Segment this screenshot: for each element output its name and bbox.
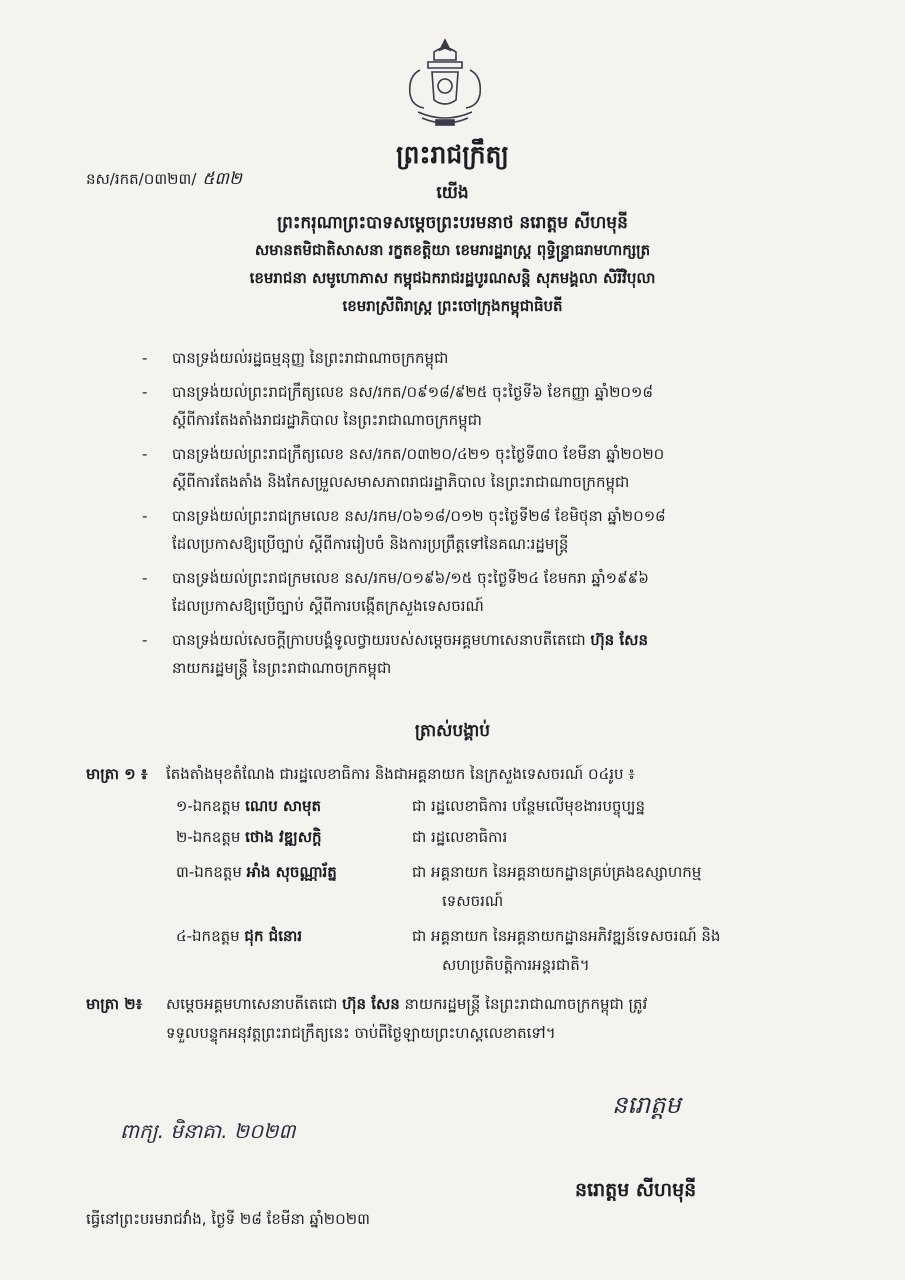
appointee-name [176, 823, 412, 852]
article-2-text-cont: នាយករដ្ឋមន្ត្រី នៃព្រះរាជាណាចក្រកម្ពុជា ត្រូវ [404, 995, 648, 1013]
handwritten-signature: នរោត្តម [612, 1091, 681, 1119]
appointee-prefix: ៤-ឯកឧត្តម [176, 927, 240, 945]
bullet-dash: - [142, 349, 148, 367]
place-and-date: ធ្វើនៅព្រះបរមរាជវាំង, ថ្ងៃទី ២៨ ខែមីនា ឆ្នាំ២០២៣ [86, 1210, 370, 1228]
appointee-name [176, 858, 412, 887]
appointee-role-line: ជា រដ្ឋលេខាធិការ [412, 828, 508, 846]
bullet-dash: - [142, 445, 148, 463]
article-1 [86, 760, 806, 789]
appointee-role [412, 858, 802, 916]
bullet-dash: - [142, 383, 148, 401]
recital-line: បានទ្រង់យល់រដ្ឋធម្មនុញ្ញ នៃព្រះរាជាណាចក្រកម្ពុជា [172, 349, 449, 367]
reference-number-text: នស/រកត/០៣២៣/ [86, 170, 197, 188]
appointee-surname: ណេប សាមុត [245, 797, 322, 815]
header-line-king-title: ព្រះករុណាព្រះបាទសម្តេចព្រះបរមនាថ នរោត្តម សីហមុនី [277, 213, 628, 233]
recital-item [142, 626, 802, 682]
article-2-line-2: ទទួលបន្ទុកអនុវត្តព្រះរាជក្រឹត្យនេះ ចាប់ពីថ្ងៃឡាយព្រះហស្តលេខាតទៅ។ [166, 1024, 556, 1042]
recital-line: នាយករដ្ឋមន្ត្រី នៃព្រះរាជាណាចក្រកម្ពុជា [172, 659, 392, 677]
article-2-text: សម្តេចអគ្គមហាសេនាបតីតេជោ [166, 995, 338, 1013]
recital-line [172, 626, 802, 654]
article-2-label: មាត្រា ២៖ [86, 995, 143, 1013]
appointment-row [176, 792, 816, 821]
appointee-prefix: ៣-ឯកឧត្តម [176, 863, 242, 881]
article-2 [86, 990, 806, 1048]
appointee-surname: ថោង វឌ្ឍសក្តិ [245, 828, 322, 846]
bullet-dash: - [142, 569, 148, 587]
header-line-royal-epithet-1: សមានតមិជាតិសាសនា រក្ខតខត្តិយា ខេមរារដ្ឋរាស្ត្រ ពុទ្ធិន្ទ្រាធរាមហាក្សត្រ [254, 241, 651, 259]
appointee-role-line: សហប្រតិបត្តិការអន្តរជាតិ។ [442, 956, 590, 974]
reference-number-handwritten: ៥៣២ [202, 169, 242, 189]
appointee-role-line: ជា អគ្គនាយក នៃអគ្គនាយកដ្ឋានគ្រប់គ្រងឧស្សាហកម្ម [412, 863, 702, 881]
bullet-dash: - [142, 631, 148, 649]
appointee-name [176, 922, 412, 951]
appointee-role-line: ជា អគ្គនាយក នៃអគ្គនាយកដ្ឋានអភិវឌ្ឍន៍ទេសចរណ៍ និង [412, 927, 721, 945]
signer-name: នរោត្តម សីហមុនី [575, 1179, 697, 1201]
recital-line: ស្តីពីការតែងតាំងរាជរដ្ឋាភិបាល នៃព្រះរាជាណាចក្រកម្ពុជា [172, 411, 482, 429]
appointee-prefix: ២-ឯកឧត្តម [176, 828, 241, 846]
appointee-role [412, 792, 802, 821]
appointment-row [176, 858, 816, 916]
article-1-label: មាត្រា ១ ៖ [86, 765, 148, 783]
appointee-name [176, 792, 412, 821]
document-title: ព្រះរាជក្រឹត្យ [396, 140, 509, 169]
header-line-we: យើង [436, 183, 469, 203]
handwritten-date: ពាក្យ. មិនាគា. ២០២៣ [120, 1119, 296, 1143]
header-line-royal-epithet-2: ខេមរាជនា សមូហោភាស កម្ពុជឯករាជរដ្ឋបូរណសន្តិ សុភមង្គលា សិរីវិបុលា [249, 269, 656, 287]
article-1-text: តែងតាំងមុខតំណែង ជារដ្ឋលេខាធិការ និងជាអគ្គនាយក នៃក្រសួងទេសចរណ៍ ០៤រូប ៖ [166, 765, 635, 783]
appointee-role [412, 922, 802, 980]
recital-line: ដែលប្រកាសឱ្យប្រើច្បាប់ ស្តីពីការរៀបចំ និងការប្រព្រឹត្តទៅនៃគណៈរដ្ឋមន្ត្រី [172, 535, 569, 553]
recital-line: ដែលប្រកាសឱ្យប្រើច្បាប់ ស្តីពីការបង្កើតក្រសួងទេសចរណ៍ [172, 597, 484, 615]
header-line-royal-epithet-3: ខេមរាស្រីពិរាស្ត្រ ព្រះចៅក្រុងកម្ពុជាធិបតី [342, 297, 563, 315]
recital-line: បានទ្រង់យល់ព្រះរាជក្រមលេខ នស/រកម/០១៩៦/១៥ ចុះថ្ងៃទី២៤ ខែមករា ឆ្នាំ១៩៩៦ [172, 569, 649, 587]
recital-item [142, 502, 802, 558]
appointee-role [412, 823, 802, 852]
decree-heading: ត្រាស់បង្គាប់ [414, 721, 491, 741]
recital-text: បានទ្រង់យល់សេចក្តីក្រាបបង្គំទូលថ្វាយរបស់សម្តេចអគ្គមហាសេនាបតីតេជោ [172, 631, 586, 649]
recital-item [142, 564, 802, 620]
appointment-row [176, 922, 816, 980]
appointee-prefix: ១-ឯកឧត្តម [176, 797, 241, 815]
royal-coat-of-arms-icon [398, 36, 492, 132]
recital-item [142, 344, 802, 372]
recital-line: បានទ្រង់យល់ព្រះរាជក្រឹត្យលេខ នស/រកត/០៩១៨/៩២៥ ចុះថ្ងៃទី៦ ខែកញ្ញា ឆ្នាំ២០១៨ [172, 383, 654, 401]
recital-line: ស្តីពីការតែងតាំង និងកែសម្រួលសមាសភាពរាជរដ្ឋាភិបាល នៃព្រះរាជាណាចក្រកម្ពុជា [172, 473, 630, 491]
recital-line: បានទ្រង់យល់ព្រះរាជក្រមលេខ នស/រកម/០៦១៨/០១២ ចុះថ្ងៃទី២៨ ខែមិថុនា ឆ្នាំ២០១៨ [172, 507, 666, 525]
appointee-role-line: ទេសចរណ៍ [442, 892, 504, 910]
appointee-role-line: ជា រដ្ឋលេខាធិការ បន្ថែមលើមុខងារបច្ចុប្បន្ន [412, 797, 645, 815]
bullet-dash: - [142, 507, 148, 525]
recital-item [142, 440, 802, 496]
recital-line: បានទ្រង់យល់ព្រះរាជក្រឹត្យលេខ នស/រកត/០៣២០/៤២១ ចុះថ្ងៃទី៣០ ខែមីនា ឆ្នាំ២០២០ [172, 445, 665, 463]
appointee-surname: ជុក ជំនោរ [244, 927, 303, 945]
appointee-surname: អាំង សុចណ្ណារ័ត្ន [246, 863, 337, 881]
prime-minister-name: ហ៊ុន សែន [342, 995, 400, 1013]
prime-minister-name: ហ៊ុន សែន [590, 631, 648, 649]
recitals-list [142, 344, 802, 688]
appointment-row [176, 823, 816, 852]
recital-item [142, 378, 802, 434]
